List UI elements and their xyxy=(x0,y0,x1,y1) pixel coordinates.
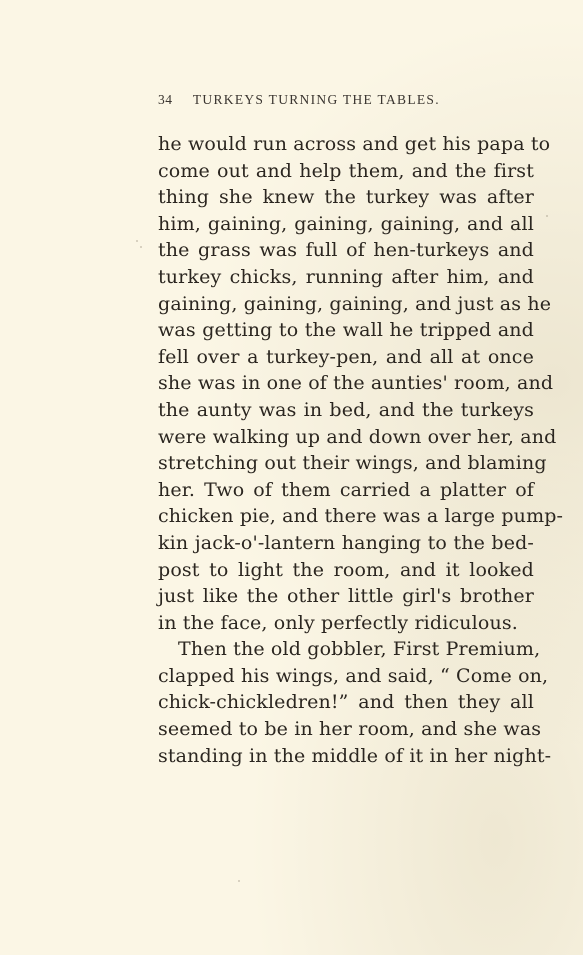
text-line: clapped his wings, and said, “ Come on, xyxy=(158,664,549,687)
text-line: turkey chicks, running after him, and xyxy=(158,265,534,288)
text-line: her. Two of them carried a platter of xyxy=(158,478,534,501)
body-text xyxy=(158,131,564,769)
running-title: TURKEYS TURNING THE TABLES. xyxy=(192,92,440,107)
page-header xyxy=(158,92,558,108)
text-line: thing she knew the turkey was after xyxy=(158,186,534,209)
text-line: chick-chickledren!” and then they all xyxy=(158,691,534,714)
text-line: standing in the middle of it in her night- xyxy=(158,744,552,767)
text-line: post to light the room, and it looked xyxy=(158,558,534,581)
text-line: come out and help them, and the first xyxy=(158,159,534,182)
text-line: stretching out their wings, and blaming xyxy=(158,452,547,475)
paper-speck xyxy=(551,515,553,517)
text-line: he would run across and get his papa to xyxy=(158,133,551,155)
paragraph-start-line: Then the old gobbler, First Premium, xyxy=(178,638,541,661)
page-number: 34 xyxy=(158,92,173,107)
text-line: kin jack-o'-lantern hanging to the bed- xyxy=(158,531,534,554)
text-line: gaining, gaining, gaining, and just as he xyxy=(158,292,552,315)
text-line: him, gaining, gaining, gaining, and all xyxy=(158,212,534,235)
paragraph-end-line: in the face, only perfectly ridiculous. xyxy=(158,611,518,634)
text-line: fell over a turkey-pen, and all at once xyxy=(158,345,534,368)
text-line: were walking up and down over her, and xyxy=(158,425,557,448)
paper-speck xyxy=(546,215,548,217)
paper-speck xyxy=(238,880,240,882)
paper-speck xyxy=(140,246,142,248)
text-line: was getting to the wall he tripped and xyxy=(158,319,534,342)
text-line: just like the other little girl's brother xyxy=(158,585,534,608)
text-line: the grass was full of hen-turkeys and xyxy=(158,239,534,262)
text-line: seemed to be in her room, and she was xyxy=(158,718,542,741)
text-line: the aunty was in bed, and the turkeys xyxy=(158,398,534,421)
paper-speck xyxy=(136,240,138,242)
text-line: she was in one of the aunties' room, and xyxy=(158,372,554,395)
text-line: chicken pie, and there was a large pump- xyxy=(158,505,564,528)
